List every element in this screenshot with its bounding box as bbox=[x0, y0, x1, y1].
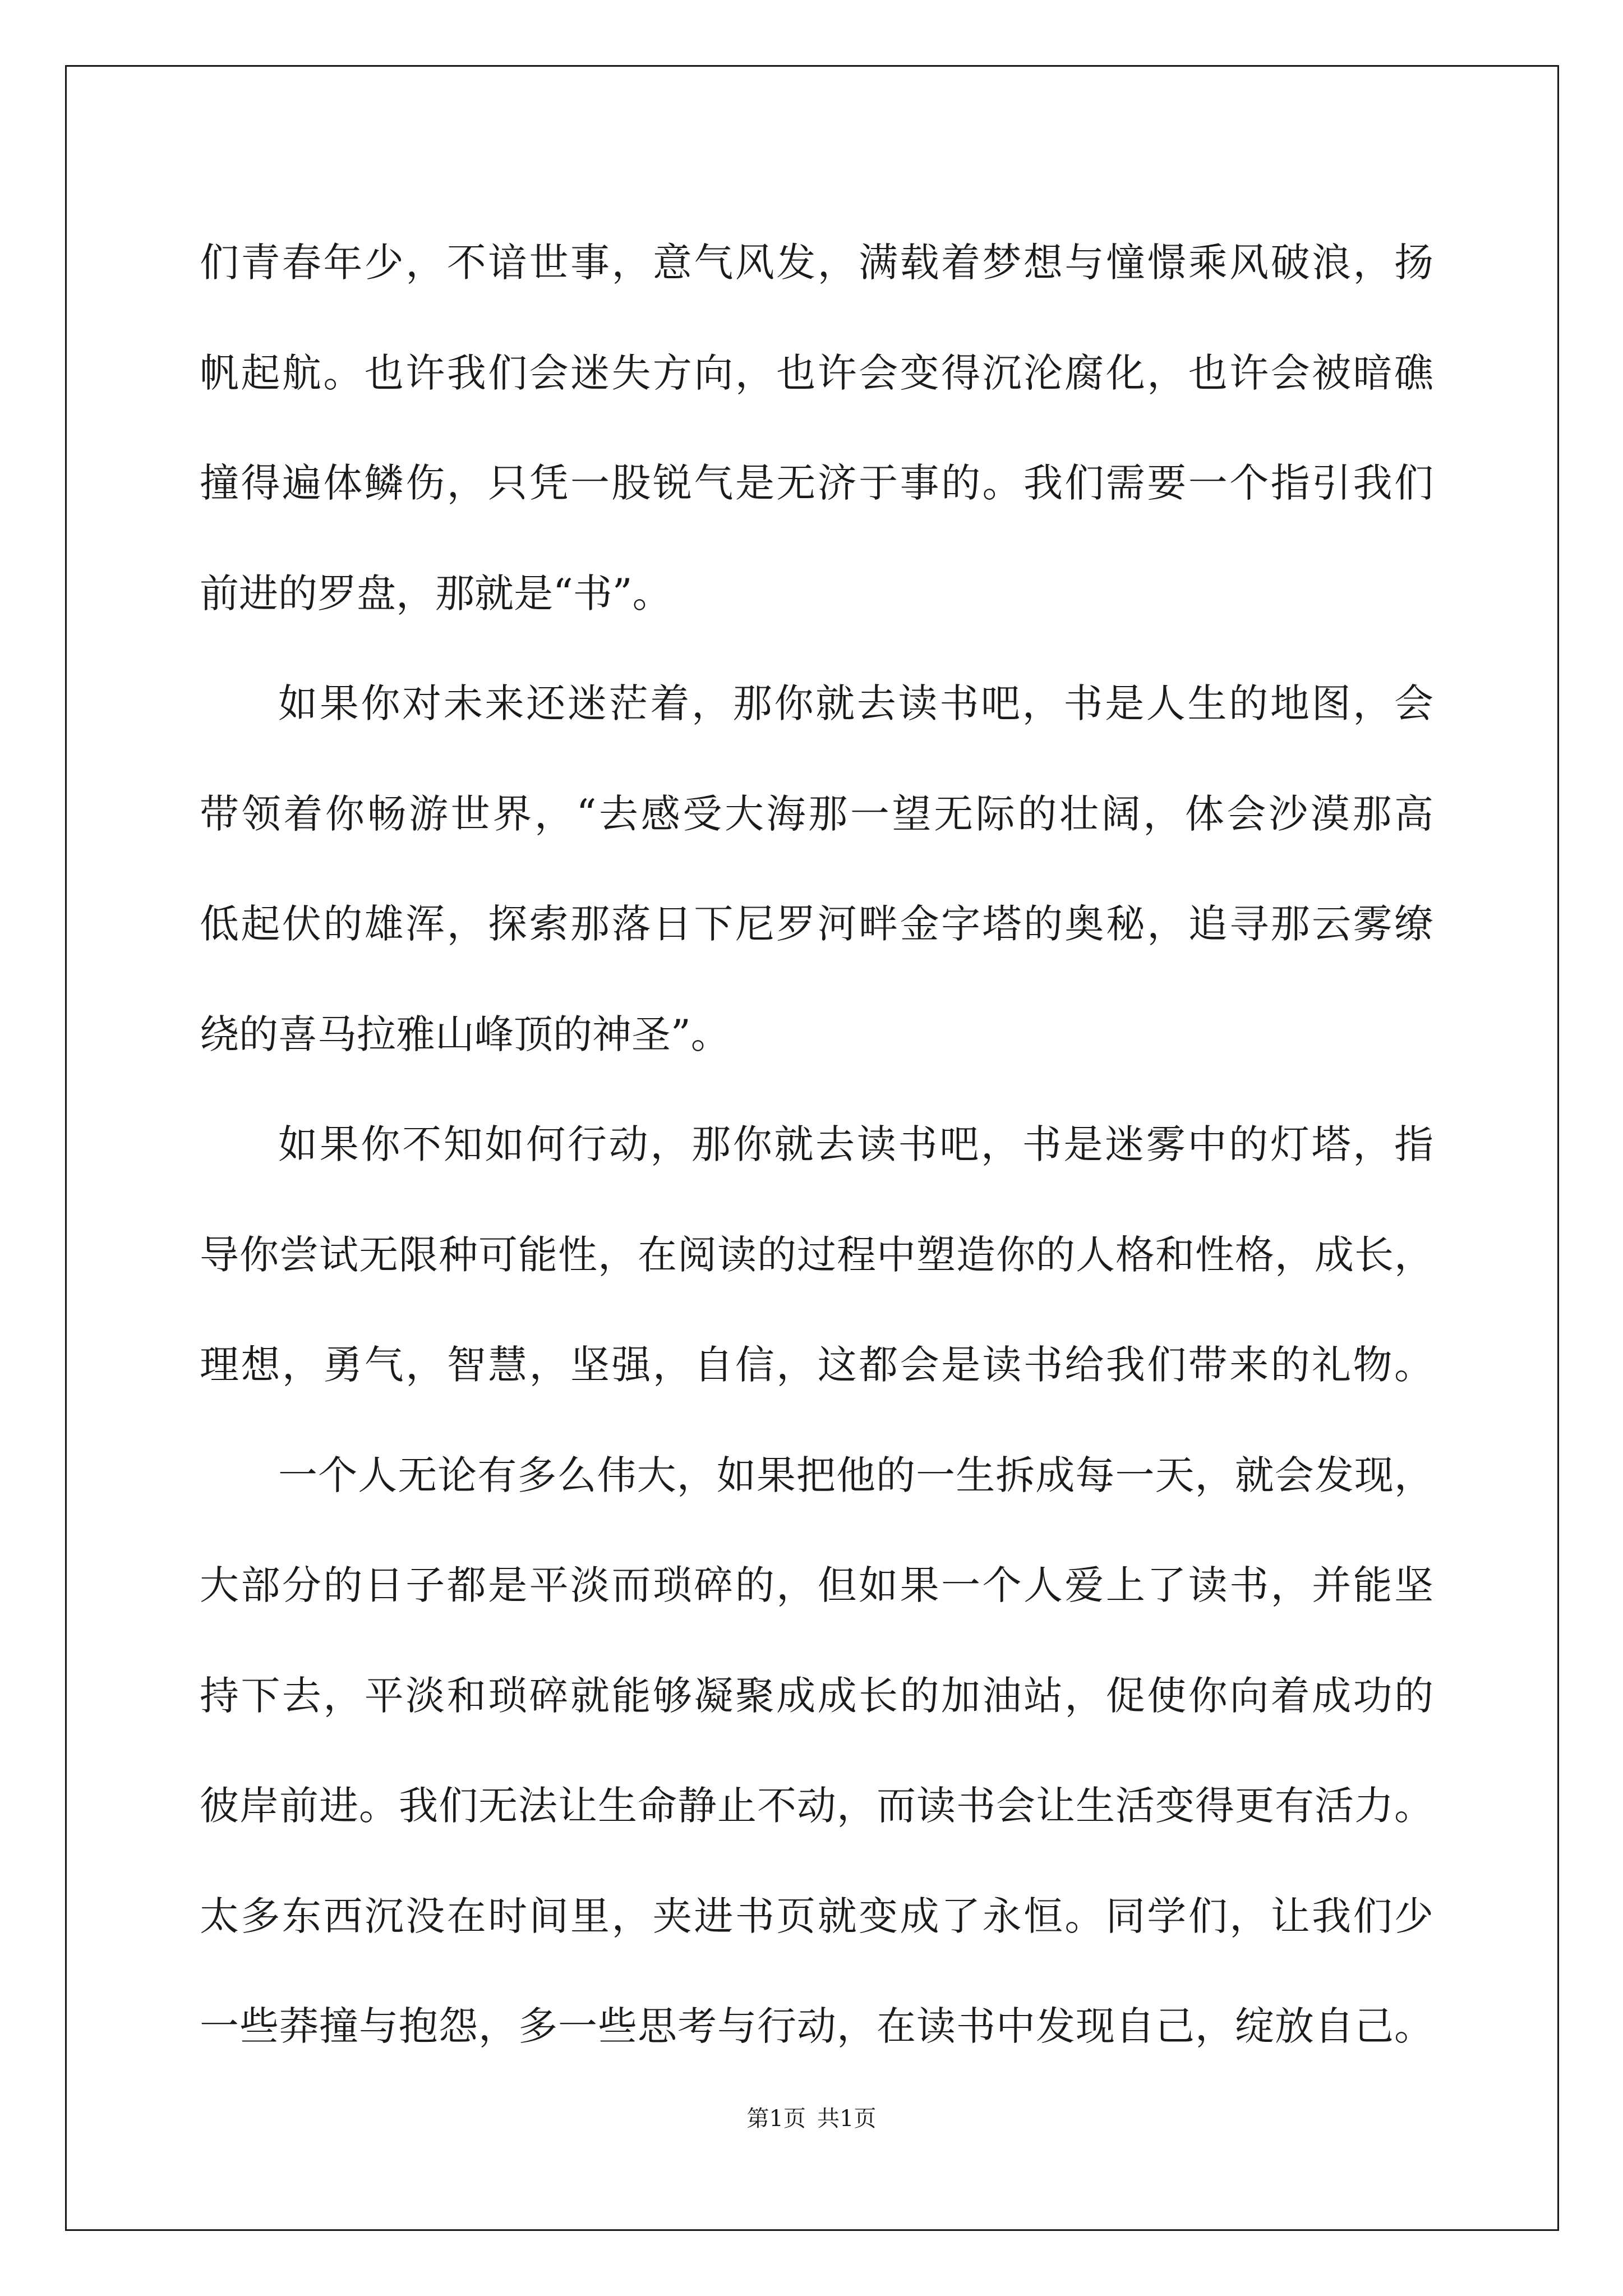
text-line: 导你尝试无限种可能性，在阅读的过程中塑造你的人格和性格，成长， bbox=[200, 1231, 1433, 1278]
text-line: 持下去，平淡和琐碎就能够凝聚成成长的加油站，促使你向着成功的 bbox=[200, 1672, 1433, 1719]
text-line: 如果你不知如何行动，那你就去读书吧，书是迷雾中的灯塔，指 bbox=[278, 1121, 1433, 1167]
text-line: 撞得遍体鳞伤，只凭一股锐气是无济于事的。我们需要一个指引我们 bbox=[200, 460, 1433, 506]
text-line: 带领着你畅游世界，“去感受大海那一望无际的壮阔，体会沙漠那高 bbox=[200, 790, 1433, 837]
text-line: 大部分的日子都是平淡而琐碎的，但如果一个人爱上了读书，并能坚 bbox=[200, 1562, 1433, 1608]
page-footer bbox=[0, 2101, 1623, 2133]
page-number-total: 共1页 bbox=[817, 2106, 877, 2132]
text-line: 一个人无论有多么伟大，如果把他的一生拆成每一天，就会发现， bbox=[278, 1452, 1433, 1498]
text-line: 们青春年少，不谙世事，意气风发，满载着梦想与憧憬乘风破浪，扬 bbox=[200, 240, 1433, 286]
text-line: 如果你对未来还迷茫着，那你就去读书吧，书是人生的地图，会 bbox=[278, 680, 1433, 726]
text-line: 前进的罗盘，那就是“书”。 bbox=[200, 570, 672, 616]
text-line: 帆起航。也许我们会迷失方向，也许会变得沉沦腐化，也许会被暗礁 bbox=[200, 349, 1433, 396]
text-line: 彼岸前进。我们无法让生命静止不动，而读书会让生活变得更有活力。 bbox=[200, 1783, 1433, 1829]
text-line: 太多东西沉没在时间里，夹进书页就变成了永恒。同学们，让我们少 bbox=[200, 1893, 1433, 1939]
text-line: 低起伏的雄浑，探索那落日下尼罗河畔金字塔的奥秘，追寻那云雾缭 bbox=[200, 901, 1433, 947]
text-line: 理想，勇气，智慧，坚强，自信，这都会是读书给我们带来的礼物。 bbox=[200, 1342, 1433, 1388]
page-number-current: 第1页 bbox=[746, 2106, 806, 2132]
text-line: 一些莽撞与抱怨，多一些思考与行动，在读书中发现自己，绽放自己。 bbox=[200, 2003, 1433, 2049]
text-line: 绕的喜马拉雅山峰顶的神圣”。 bbox=[200, 1011, 730, 1057]
document-body bbox=[200, 208, 1433, 2082]
